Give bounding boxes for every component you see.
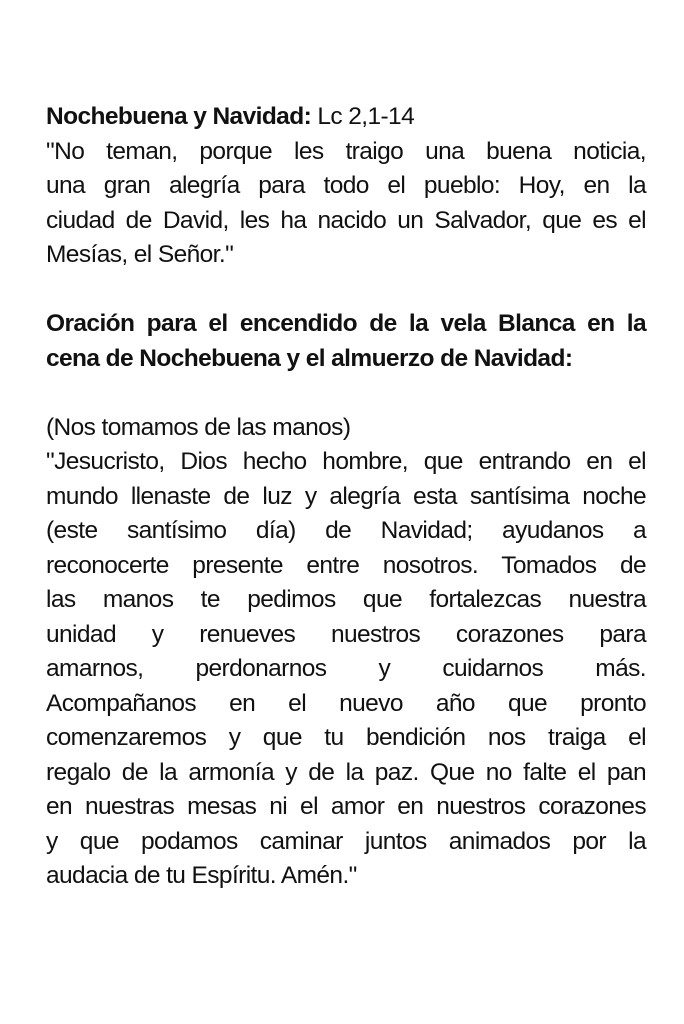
gospel-quote-line: Mesías, el Señor." — [46, 241, 234, 268]
gospel-reference: Lc 2,1-14 — [311, 103, 415, 130]
prayer-heading-line: Oración para el encendido de la vela Blanca en la — [46, 310, 646, 337]
gospel-quote-line: ciudad de David, les ha nacido un Salvador, que es el — [46, 206, 646, 234]
prayer-line: mundo llenaste de luz y alegría esta santísima noche — [46, 482, 646, 510]
document-body — [46, 100, 646, 894]
spacer — [46, 273, 646, 308]
gospel-heading-line — [46, 100, 646, 135]
gospel-quote-line: "No teman, porque les traigo una buena noticia, — [46, 137, 646, 165]
prayer-line: Acompañanos en el nuevo año que pronto — [46, 689, 646, 717]
prayer-line: (este santísimo día) de Navidad; ayudanos a — [46, 517, 646, 544]
prayer-line: unidad y renueves nuestros corazones para — [46, 620, 646, 648]
prayer-line: "Jesucristo, Dios hecho hombre, que entrando en el — [46, 448, 646, 475]
gospel-quote-line: una gran alegría para todo el pueblo: Hoy, en la — [46, 172, 646, 199]
prayer-line: reconocerte presente entre nosotros. Tomados de — [46, 551, 646, 579]
prayer-line: en nuestras mesas ni el amor en nuestros corazones — [46, 793, 646, 820]
prayer-line: amarnos, perdonarnos y cuidarnos más. — [46, 655, 646, 682]
prayer-line: comenzaremos y que tu bendición nos traiga el — [46, 724, 646, 751]
prayer-line: las manos te pedimos que fortalezcas nuestra — [46, 586, 646, 613]
gospel-heading: Nochebuena y Navidad: — [46, 103, 312, 130]
prayer-instruction: (Nos tomamos de las manos) — [46, 413, 351, 441]
prayer-line: regalo de la armonía y de la paz. Que no falte el pan — [46, 758, 646, 786]
prayer-line: y que podamos caminar juntos animados por la — [46, 827, 646, 855]
prayer-heading-line: cena de Nochebuena y el almuerzo de Navidad: — [46, 344, 573, 372]
prayer-line: audacia de tu Espíritu. Amén." — [46, 862, 357, 889]
spacer — [46, 376, 646, 411]
